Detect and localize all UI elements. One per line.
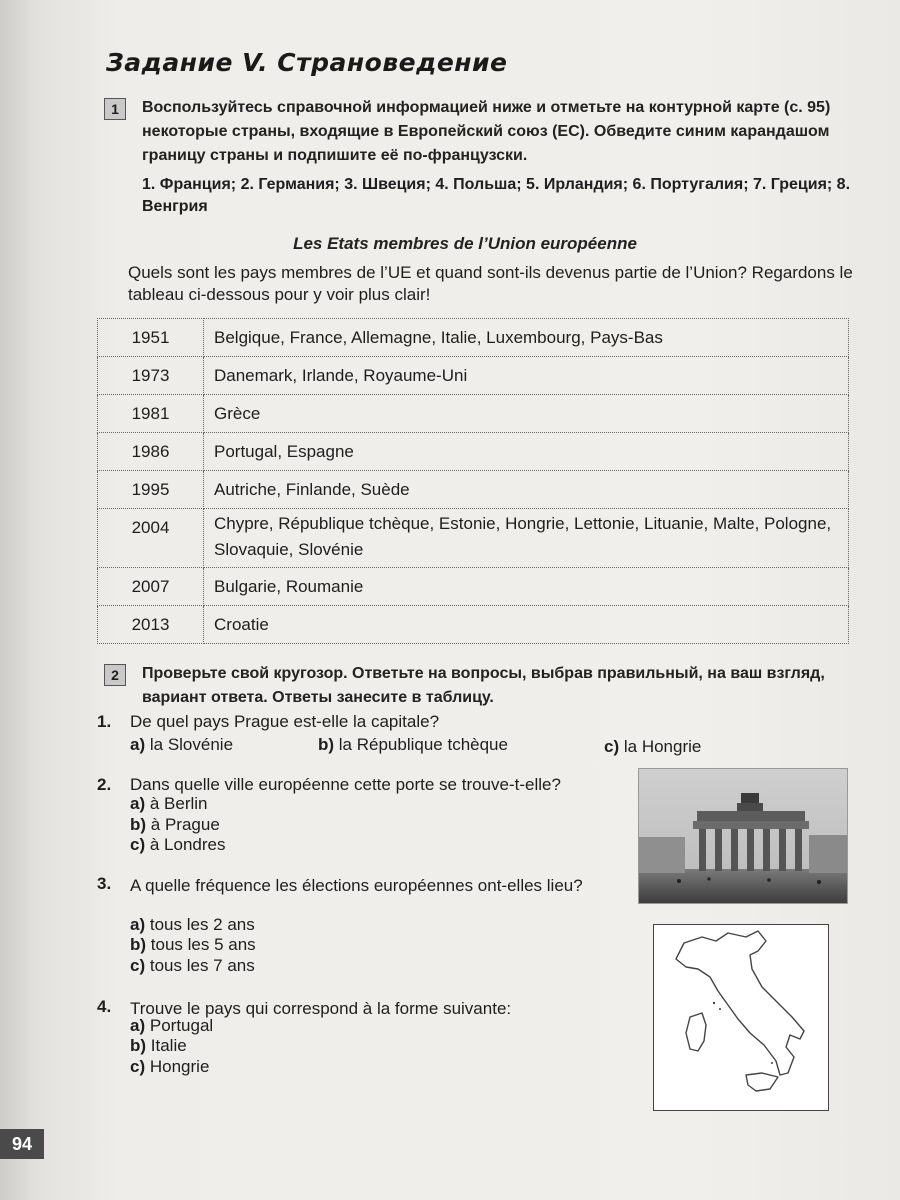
- task-number-2: 2: [104, 664, 126, 686]
- table-year: 2004: [98, 509, 204, 568]
- option-letter: b): [318, 735, 335, 754]
- option-letter: b): [130, 1036, 147, 1055]
- answer-option: [604, 737, 701, 757]
- table-countries: Chypre, République tchèque, Estonie, Hongrie, Lettonie, Lituanie, Malte, Pologne, Slovaquie, Slovénie: [204, 509, 849, 568]
- table-year: 1951: [98, 319, 204, 357]
- option-text: tous les 7 ans: [149, 956, 255, 975]
- option-letter: b): [130, 815, 147, 834]
- option-text: Hongrie: [149, 1057, 210, 1076]
- eu-membership-table: [97, 318, 849, 644]
- answer-option: [130, 794, 208, 814]
- answer-option: [130, 735, 233, 755]
- task1-instruction: Воспользуйтесь справочной информацией ниже и отметьте на контурной карте (с. 95) некоторые страны, входящие в Европейский союз (ЕС). Обведите синим карандашом границу страны и подпишите её по-французски.: [142, 99, 831, 164]
- option-letter: c): [130, 835, 146, 854]
- table-row: [98, 568, 849, 606]
- task-number-1: 1: [104, 98, 126, 120]
- table-countries: Croatie: [204, 606, 849, 644]
- table-year: 1981: [98, 395, 204, 433]
- table-countries: Portugal, Espagne: [204, 433, 849, 471]
- table-countries: Danemark, Irlande, Royaume-Uni: [204, 357, 849, 395]
- table-year: 1986: [98, 433, 204, 471]
- question-text: Trouve le pays qui correspond à la forme suivante:: [130, 999, 512, 1018]
- option-letter: c): [130, 1057, 146, 1076]
- option-text: à Prague: [150, 815, 220, 834]
- section-title: Задание V. Страноведение: [106, 48, 508, 77]
- option-letter: c): [130, 956, 146, 975]
- table-countries: Bulgarie, Roumanie: [204, 568, 849, 606]
- answer-option: [130, 956, 255, 976]
- option-letter: c): [604, 737, 620, 756]
- question-number: 1.: [97, 712, 112, 731]
- answer-option: [318, 735, 508, 755]
- table-row: [98, 509, 849, 568]
- option-text: la Slovénie: [149, 735, 234, 754]
- option-text: la Hongrie: [623, 737, 702, 756]
- answer-option: [130, 1016, 213, 1036]
- answer-option: [130, 1036, 187, 1056]
- table-row: [98, 471, 849, 509]
- option-text: Portugal: [149, 1016, 214, 1035]
- option-text: à Berlin: [149, 794, 208, 813]
- option-letter: a): [130, 1016, 146, 1035]
- option-text: Italie: [150, 1036, 187, 1055]
- option-letter: b): [130, 935, 147, 954]
- table-countries: Autriche, Finlande, Suède: [204, 471, 849, 509]
- eu-intro-text: Quels sont les pays membres de l’UE et quand sont-ils devenus partie de l’Union? Regardons le tableau ci-dessous pour y voir plus clair!: [128, 263, 853, 304]
- option-text: tous les 2 ans: [149, 915, 255, 934]
- task1-country-list: 1. Франция; 2. Германия; 3. Швеция; 4. Польша; 5. Ирландия; 6. Португалия; 7. Греция; 8. Венгрия: [142, 176, 851, 215]
- table-row: [98, 395, 849, 433]
- question-text: Dans quelle ville européenne cette porte se trouve-t-elle?: [130, 775, 561, 794]
- question-number: 2.: [97, 775, 112, 794]
- eu-members-subtitle: Les Etats membres de l’Union européenne: [293, 234, 637, 253]
- table-countries: Grèce: [204, 395, 849, 433]
- table-year: 1973: [98, 357, 204, 395]
- question-number: 3.: [97, 874, 112, 893]
- table-year: 2013: [98, 606, 204, 644]
- table-row: [98, 606, 849, 644]
- page-number: 94: [0, 1129, 44, 1159]
- answer-option: [130, 1057, 209, 1077]
- option-text: la République tchèque: [338, 735, 508, 754]
- answer-option: [130, 935, 256, 955]
- answer-option: [130, 835, 225, 855]
- table-row: [98, 357, 849, 395]
- answer-option: [130, 815, 220, 835]
- task2-instruction: Проверьте свой кругозор. Ответьте на вопросы, выбрав правильный, на ваш взгляд, вариант ответа. Ответы занесите в таблицу.: [142, 665, 825, 706]
- table-year: 1995: [98, 471, 204, 509]
- question-number: 4.: [97, 997, 112, 1016]
- brandenburg-gate-photo: [638, 768, 848, 904]
- option-letter: a): [130, 915, 146, 934]
- answer-option: [130, 915, 255, 935]
- table-row: [98, 433, 849, 471]
- question-text: A quelle fréquence les élections européennes ont-elles lieu?: [130, 876, 583, 895]
- table-year: 2007: [98, 568, 204, 606]
- option-text: à Londres: [149, 835, 226, 854]
- option-letter: a): [130, 735, 146, 754]
- table-countries: Belgique, France, Allemagne, Italie, Luxembourg, Pays-Bas: [204, 319, 849, 357]
- option-letter: a): [130, 794, 146, 813]
- italy-outline-map: [653, 924, 829, 1111]
- table-row: [98, 319, 849, 357]
- question-text: De quel pays Prague est-elle la capitale?: [130, 712, 440, 731]
- option-text: tous les 5 ans: [150, 935, 256, 954]
